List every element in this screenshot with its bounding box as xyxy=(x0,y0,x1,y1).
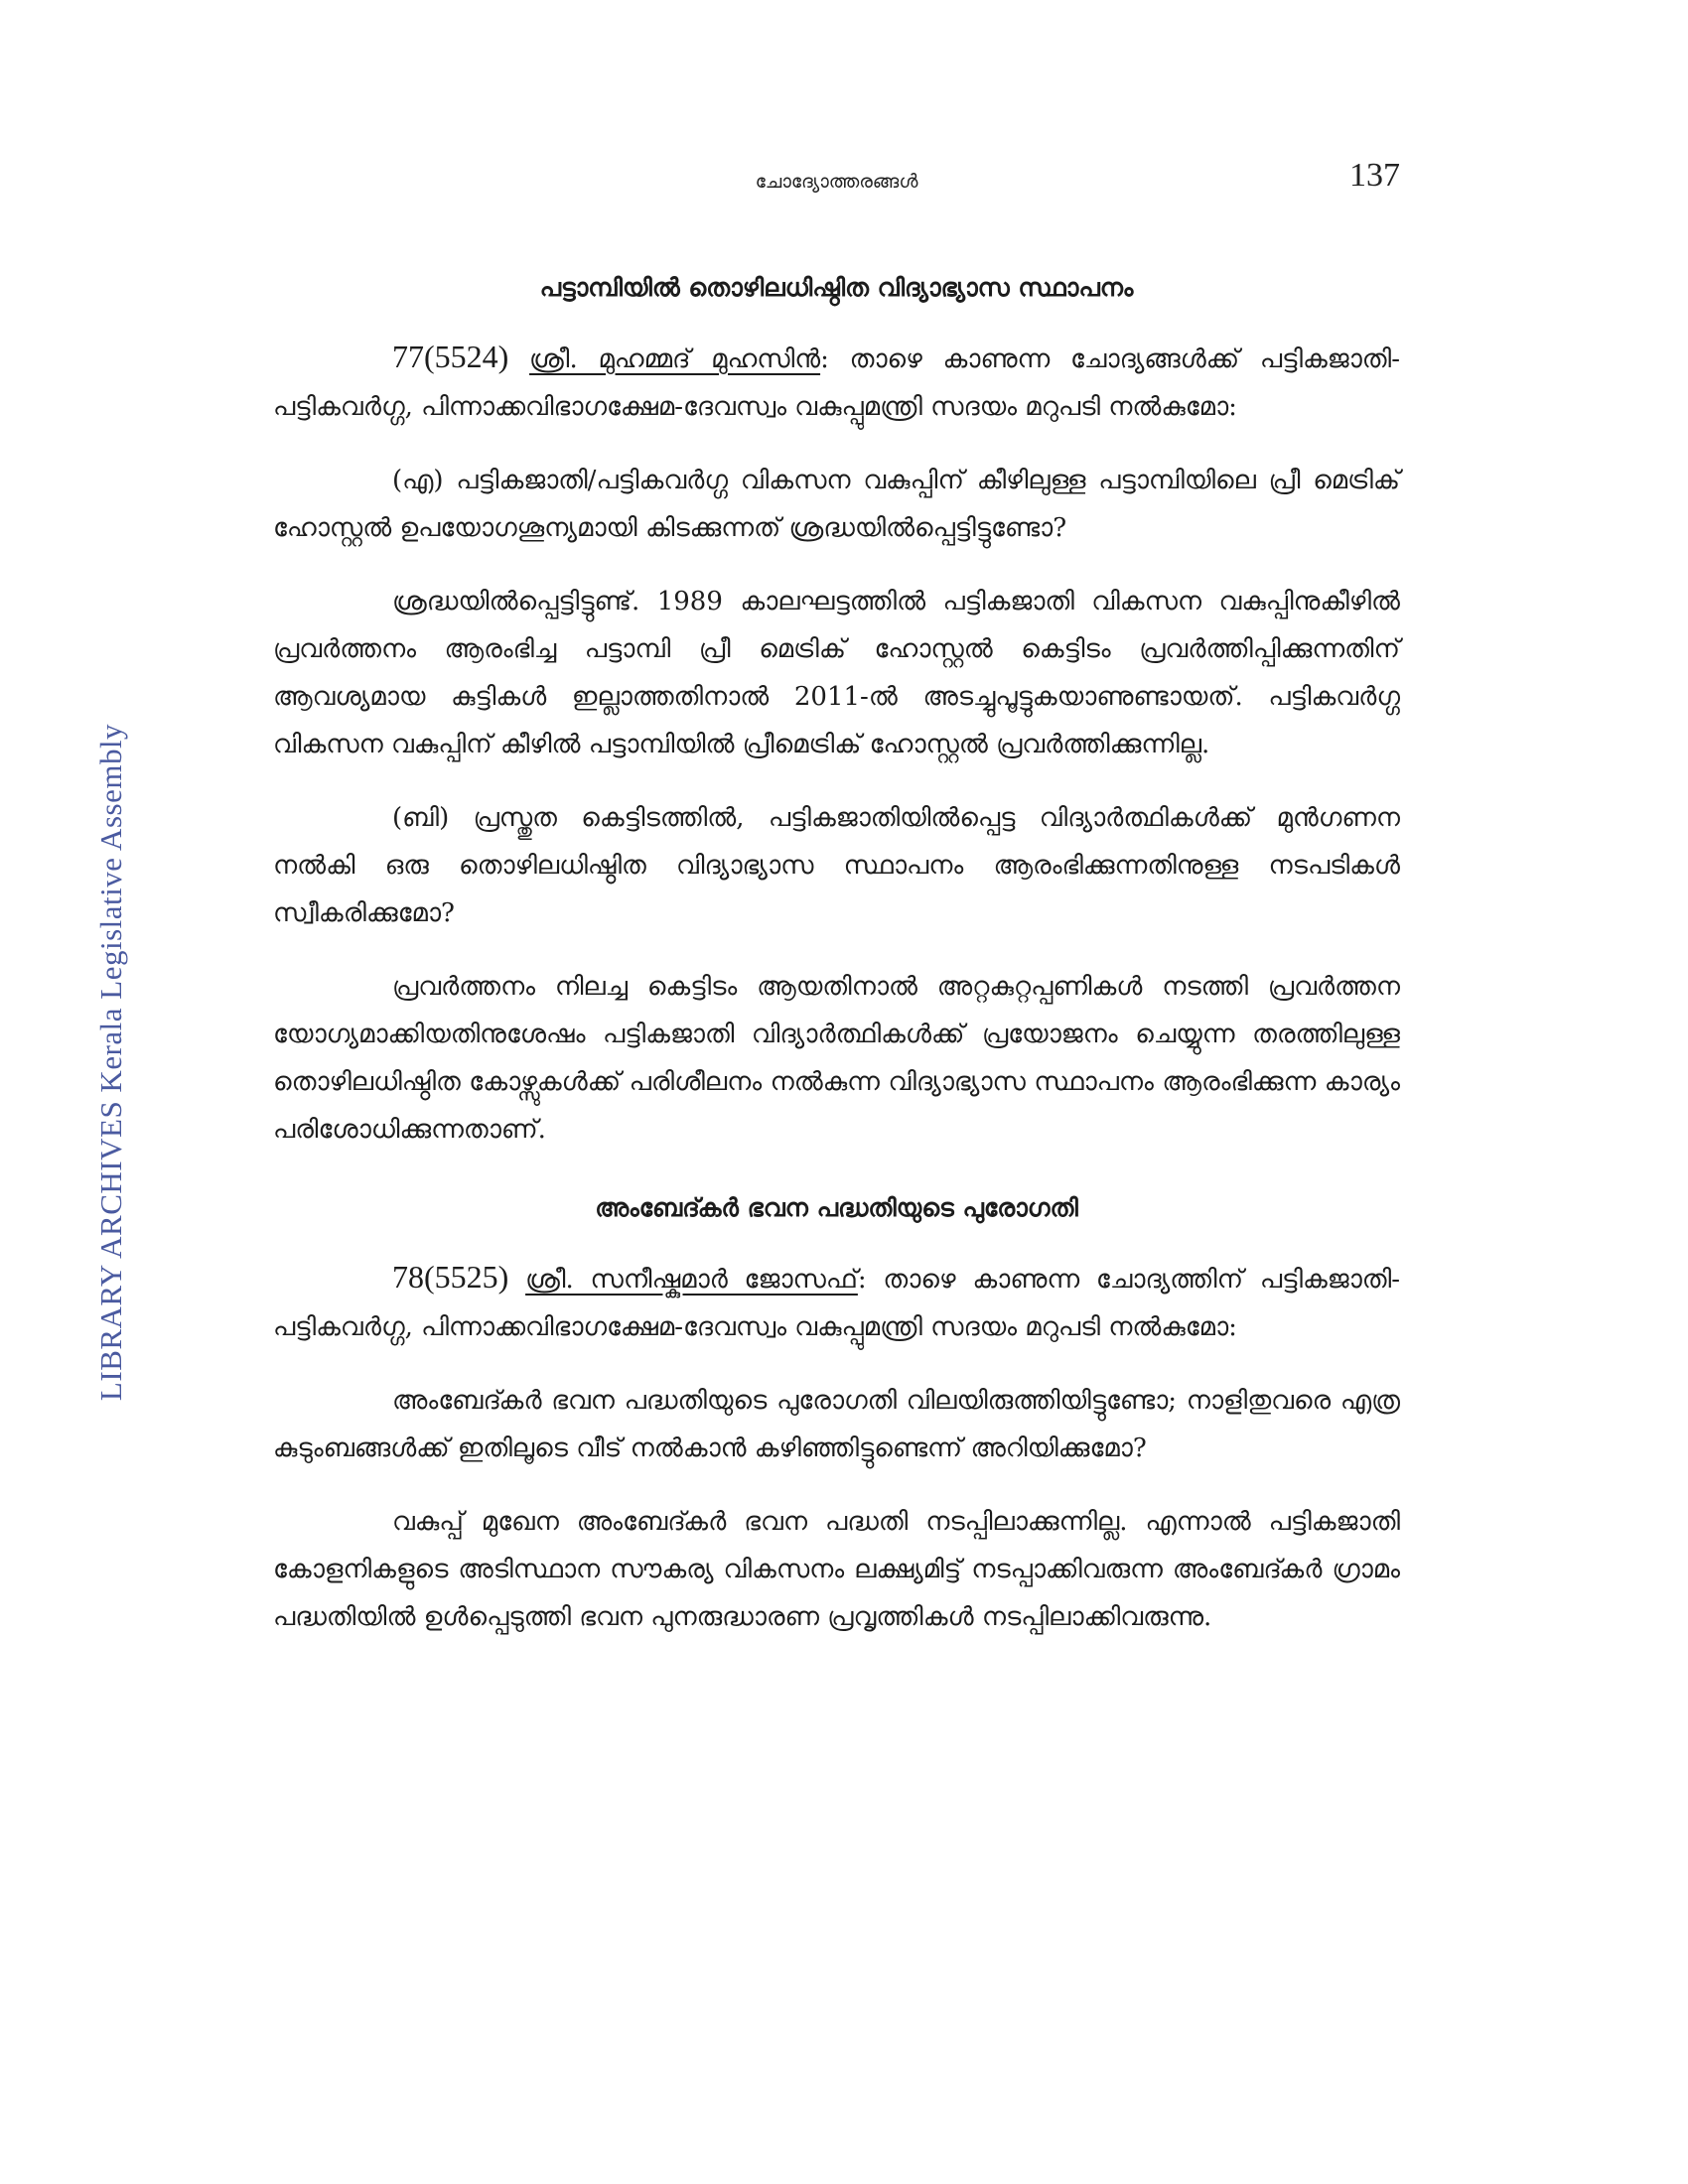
question-number: 78(5525) xyxy=(392,1259,509,1295)
section-heading: അംബേദ്കർ ഭവന പദ്ധതിയുടെ പുരോഗതി xyxy=(595,1193,1078,1222)
question-78-section xyxy=(273,1193,1400,1641)
section-heading: പട്ടാമ്പിയിൽ തൊഴിലധിഷ്ഠിത വിദ്യാഭ്യാസ സ്ഥാപനം xyxy=(539,273,1134,302)
archive-watermark: LIBRARY ARCHIVES Kerala Legislative Assembly xyxy=(93,723,128,1402)
answer-b: പ്രവർത്തനം നിലച്ച കെട്ടിടം ആയതിനാൽ അറ്റകുറ്റപ്പണികൾ നടത്തി പ്രവർത്തന യോഗ്യമാക്കിയതിനുശേഷം പട്ടികജാതി വിദ്യാർത്ഥികൾക്ക് പ്രയോജനം ചെയ്യുന്ന തരത്തിലുള്ള തൊഴിലധിഷ്ഠിത കോഴ്സുകൾക്ക് പരിശീലനം നൽകുന്ന വിദ്യാഭ്യാസ സ്ഥാപനം ആരംഭിക്കുന്ന കാര്യം പരിശോധിക്കുന്നതാണ്. xyxy=(273,972,1400,1145)
member-name: ശ്രീ. സനീഷ്കുമാർ ജോസഫ് xyxy=(525,1265,858,1295)
question-b: (ബി) പ്രസ്തുത കെട്ടിടത്തിൽ, പട്ടികജാതിയിൽപ്പെട്ട വിദ്യാർത്ഥികൾക്ക് മുൻഗണന നൽകി ഒരു തൊഴിലധിഷ്ഠിത വിദ്യാഭ്യാസ സ്ഥാപനം ആരംഭിക്കുന്നതിനുള്ള നടപടികൾ സ്വീകരിക്കുമോ? xyxy=(273,803,1400,928)
question-number: 77(5524) xyxy=(392,339,509,374)
running-title: ചോദ്യോത്തരങ്ങൾ xyxy=(755,171,918,193)
answer-a: ശ്രദ്ധയിൽപ്പെട്ടിട്ടുണ്ട്. 1989 കാലഘട്ടത്തിൽ പട്ടികജാതി വികസന വകുപ്പിനുകീഴിൽ പ്രവർത്തനം ആരംഭിച്ച പട്ടാമ്പി പ്രീ മെട്രിക് ഹോസ്റ്റൽ കെട്ടിടം പ്രവർത്തിപ്പിക്കുന്നതിന് ആവശ്യമായ കുട്ടികൾ ഇല്ലാത്തതിനാൽ 2011-ൽ അടച്ചുപൂട്ടുകയാണുണ്ടായത്. പട്ടികവർഗ്ഗ വികസന വകുപ്പിന് കീഴിൽ പട്ടാമ്പിയിൽ പ്രീമെട്രിക് ഹോസ്റ്റൽ പ്രവർത്തിക്കുന്നില്ല. xyxy=(273,587,1400,759)
question-77-section xyxy=(273,273,1400,1154)
page-number: 137 xyxy=(1349,157,1400,194)
question-intro xyxy=(273,1253,1400,1351)
member-name: ശ്രീ. മുഹമ്മദ് മുഹസിൻ xyxy=(529,344,821,374)
question-intro xyxy=(273,333,1400,431)
question-text: അംബേദ്കർ ഭവന പദ്ധതിയുടെ പുരോഗതി വിലയിരുത്തിയിട്ടുണ്ടോ; നാളിതുവരെ എത്ര കുടുംബങ്ങൾക്ക് ഇതിലൂടെ വീട് നൽകാൻ കഴിഞ്ഞിട്ടുണ്ടെന്ന് അറിയിക്കുമോ? xyxy=(273,1386,1400,1463)
intro-text: : താഴെ കാണുന്ന ചോദ്യങ്ങൾക്ക് പട്ടികജാതി-പട്ടികവർഗ്ഗ, പിന്നാക്കവിഭാഗക്ഷേമ-ദേവസ്വം വകുപ്പുമന്ത്രി സദയം മറുപടി നൽകുമോ: xyxy=(273,344,1400,422)
question-a: (എ) പട്ടികജാതി/പട്ടികവർഗ്ഗ വികസന വകുപ്പിന് കീഴിലുള്ള പട്ടാമ്പിയിലെ പ്രീ മെട്രിക് ഹോസ്റ്റൽ ഉപയോഗശൂന്യമായി കിടക്കുന്നത് ശ്രദ്ധയിൽപ്പെട്ടിട്ടുണ്ടോ? xyxy=(273,466,1400,543)
running-header xyxy=(273,149,1400,218)
answer-text: വകുപ്പ് മുഖേന അംബേദ്കർ ഭവന പദ്ധതി നടപ്പിലാക്കുന്നില്ല. എന്നാൽ പട്ടികജാതി കോളനികളുടെ അടിസ്ഥാന സൗകര്യ വികസനം ലക്ഷ്യമിട്ട് നടപ്പാക്കിവരുന്ന അംബേദ്കർ ഗ്രാമം പദ്ധതിയിൽ ഉൾപ്പെടുത്തി ഭവന പുനരുദ്ധാരണ പ്രവൃത്തികൾ നടപ്പിലാക്കിവരുന്നു. xyxy=(273,1507,1400,1632)
intro-text: : താഴെ കാണുന്ന ചോദ്യത്തിന് പട്ടികജാതി-പട്ടികവർഗ്ഗ, പിന്നാക്കവിഭാഗക്ഷേമ-ദേവസ്വം വകുപ്പുമന്ത്രി സദയം മറുപടി നൽകുമോ: xyxy=(273,1265,1400,1342)
document-page xyxy=(273,149,1400,1667)
